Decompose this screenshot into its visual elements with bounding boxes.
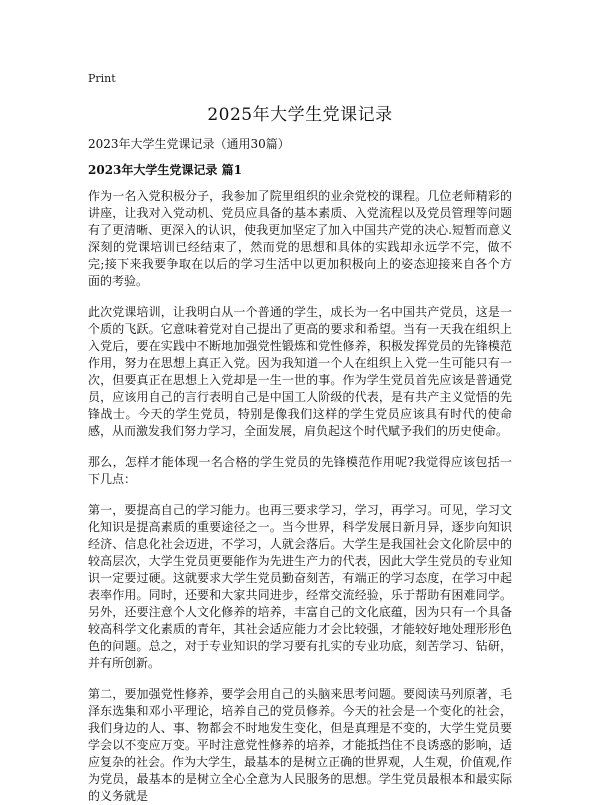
document-subtitle: 2023年大学生党课记录（通用30篇）: [88, 137, 290, 151]
section-heading: 2023年大学生党课记录 篇1: [88, 163, 242, 177]
paragraph-2: 此次党课培训，让我明白从一个普通的学生，成长为一名中国共产党员，这是一个质的飞跃。它意味着党对自己提出了更高的要求和希望。当有一天我在组织上入党后，要在实践中不断地加强党性锻炼和党性修养，积极发挥党员的先锋模范作用，努力在思想上真正入党。因为我知道一个人在组织上入党一生可能只有一次，但要真正在思想上入党却是一生一世的事。作为学生党员首先应该是普通党员，应该用自己的言行表明自己是中国工人阶级的代表，是有共产主义觉悟的先锋战士。今天的学生党员，特别是像我们这样的学生党员应该具有时代的使命感，从而激发我们努力学习，全面发展，肩负起这个时代赋予我们的历史使命。: [88, 305, 512, 438]
print-link[interactable]: Print: [88, 72, 116, 85]
document-title: 2025年大学生党课记录: [207, 105, 393, 125]
paragraph-3: 那么，怎样才能体现一名合格的学生党员的先锋模范作用呢?我觉得应该包括一下几点：: [88, 455, 512, 486]
paragraph-1: 作为一名入党积极分子，我参加了院里组织的业余党校的课程。几位老师精彩的讲座，让我对入党动机、党员应具备的基本素质、入党流程以及党员管理等问题有了更清晰、更深入的认识，使我更加坚定了加入中国共产党的决心.短暂而意义深刻的党课培训已经结束了，然而党的思想和具体的实践却永远学不完，做不完;接下来我要争取在以后的学习生活中以更加积极向上的姿态迎接来自各个方面的考验。: [88, 189, 512, 288]
paragraph-4: 第一，要提高自己的学习能力。也再三要求学习，学习，再学习。可见，学习文化知识是提高素质的重要途径之一。当今世界，科学发展日新月异，逐步向知识经济、信息化社会迈进，不学习，人就会落后。大学生是我国社会文化阶层中的较高层次，大学生党员更要能作为先进生产力的代表，因此大学生党员的专业知识一定要过硬。这就要求大学生党员勤奋刻苦，有端正的学习态度，在学习中起表率作用。同时，还要和大家共同进步，经常交流经验，乐于帮助有困难同学。另外，还要注意个人文化修养的培养，丰富自己的文化底蕴，因为只有一个具备较高科学文化素质的青年，其社会适应能力才会比较强，才能较好地处理形形色色的问题。总之，对于专业知识的学习要有扎实的专业功底，刻苦学习、钻研，并有所创新。: [88, 503, 512, 670]
paragraph-5: 第二，要加强党性修养，要学会用自己的头脑来思考问题。要阅读马列原著，毛泽东选集和邓小平理论，培养自己的党员修养。今天的社会是一个变化的社会，我们身边的人、事、物都会不时地发生变化，但是真理是不变的，大学生党员要学会以不变应万变。平时注意党性修养的培养，才能抵挡住不良诱惑的影响，适应复杂的社会。作为大学生，最基本的是树立正确的世界观，人生观，价值观,作为党员，最基本的是树立全心全意为人民服务的思想。学生党员最根本和最实际的义务就是: [88, 687, 512, 803]
